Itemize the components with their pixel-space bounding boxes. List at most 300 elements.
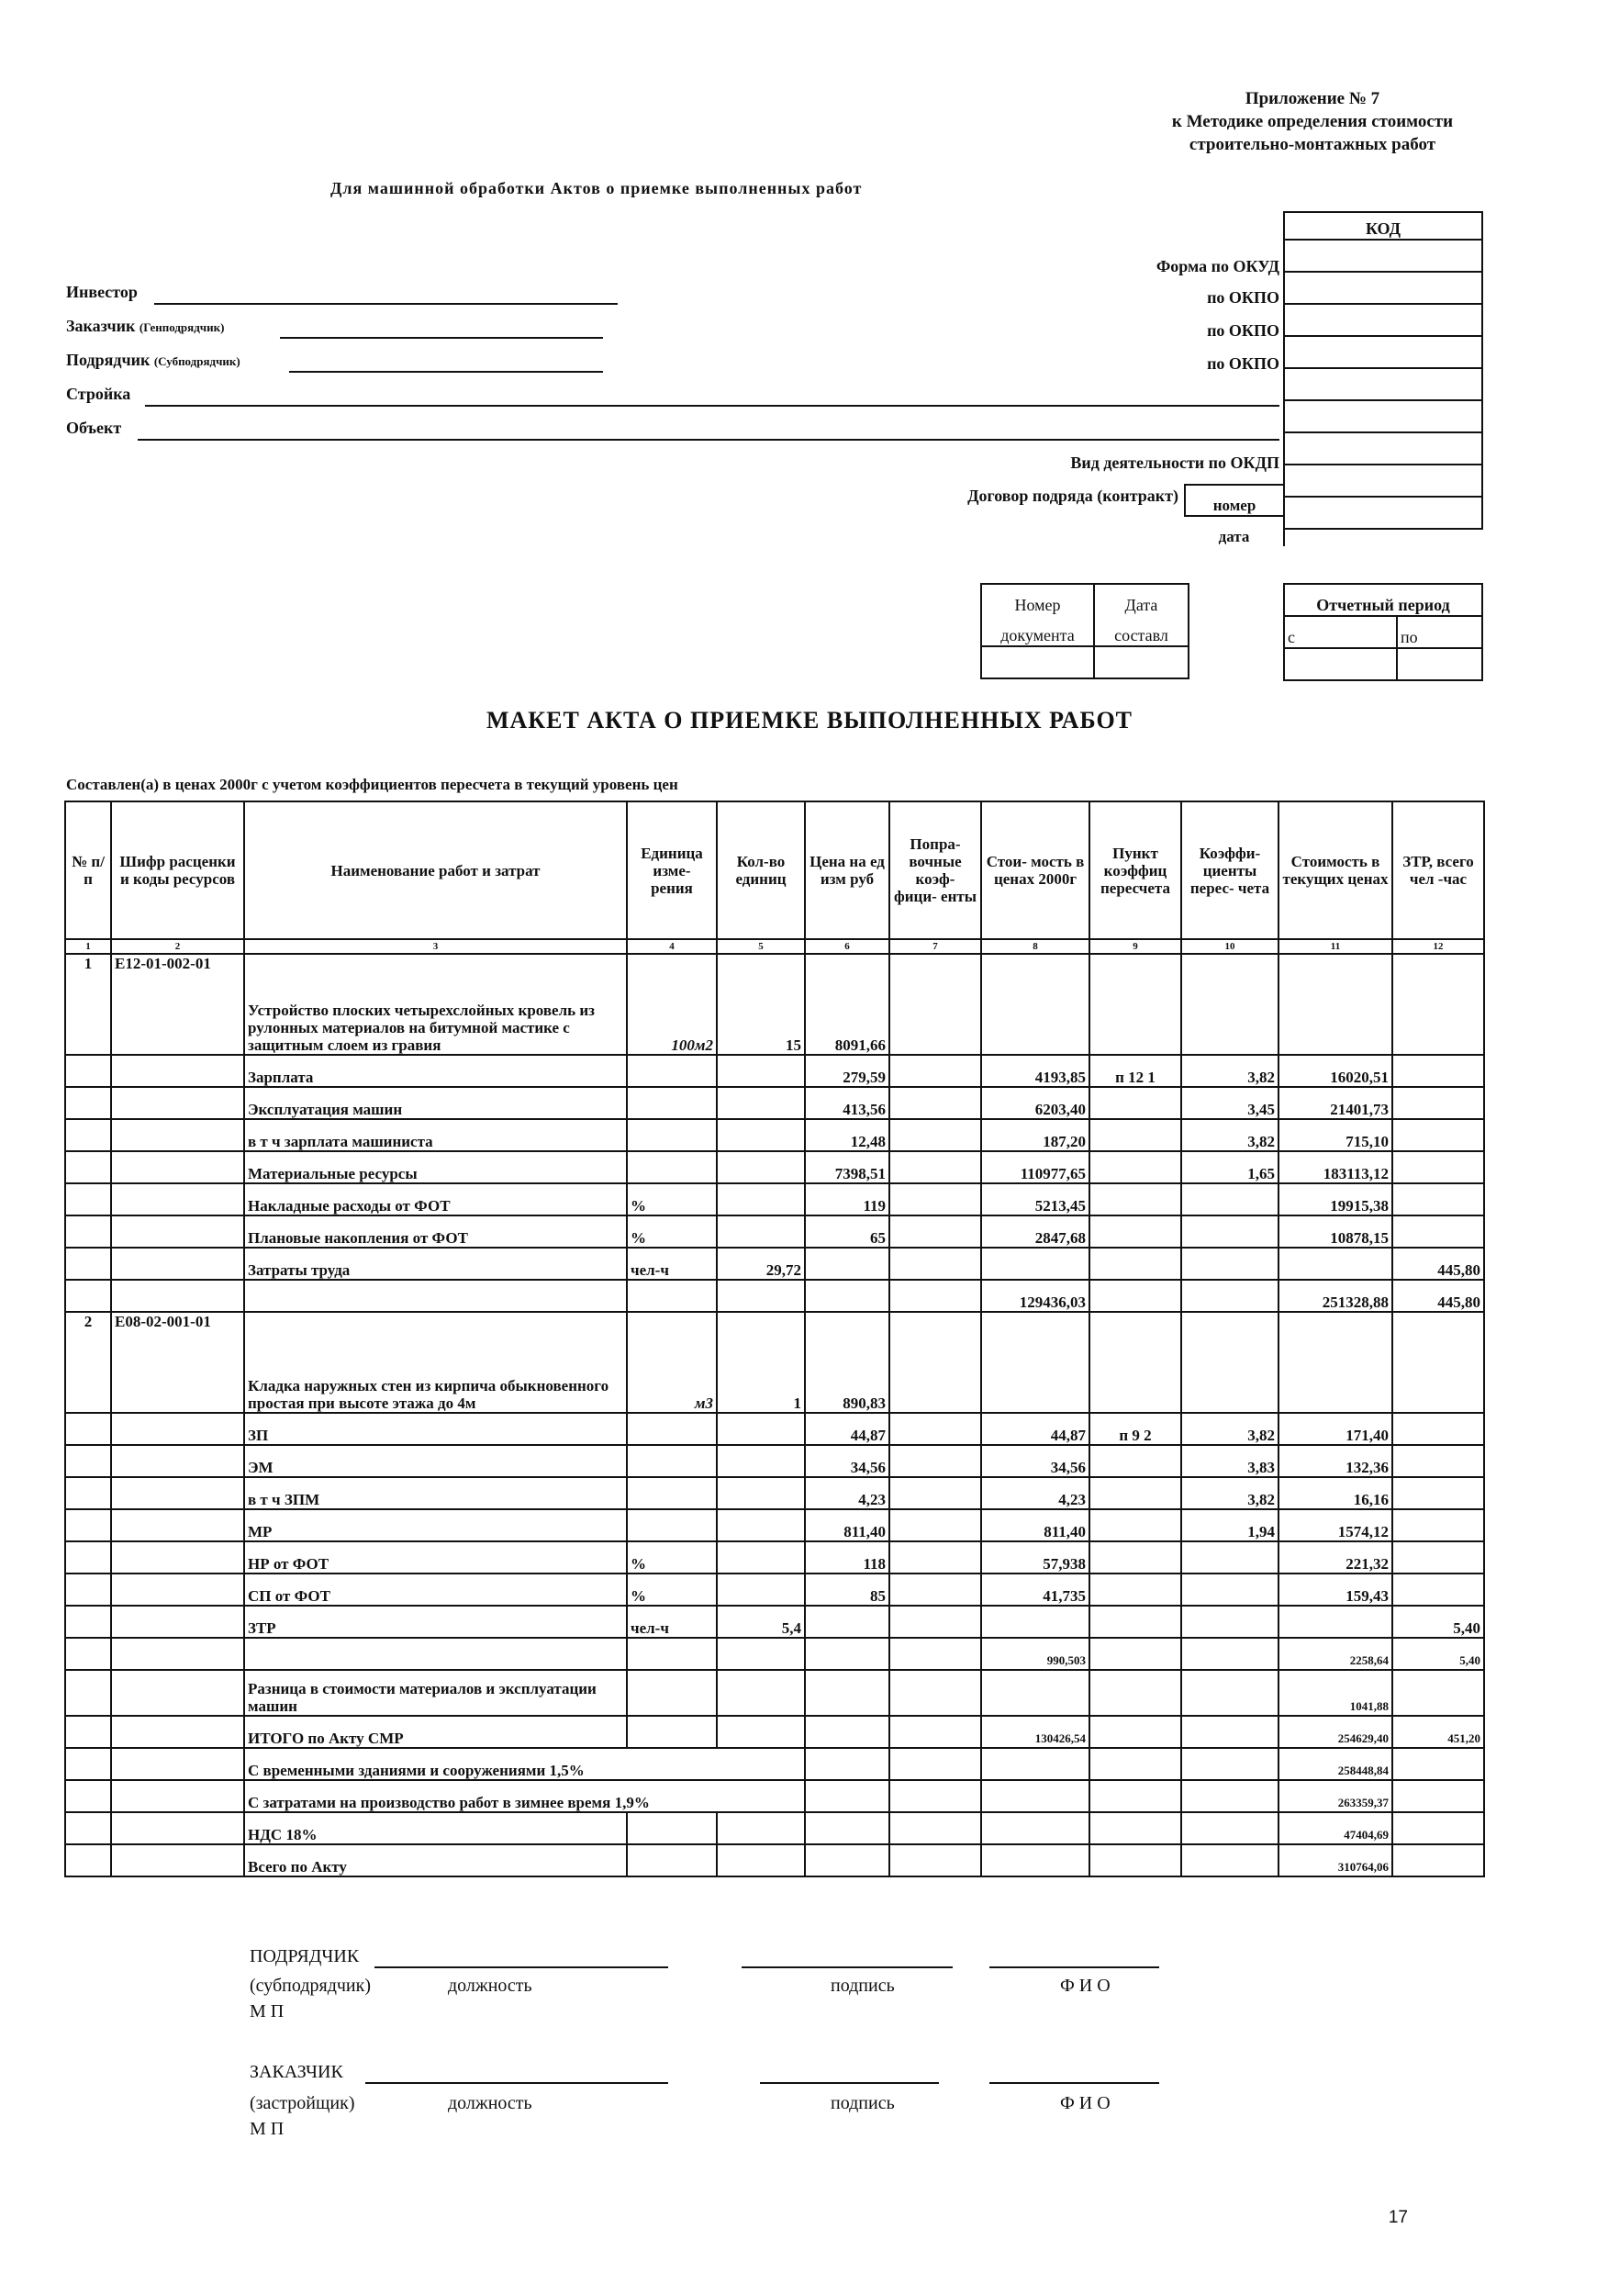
cell-code: [111, 1574, 244, 1606]
cell-code: [111, 1215, 244, 1248]
cell-n: [65, 1151, 111, 1183]
cell-cost2000: [981, 1812, 1089, 1844]
cell-ztr: [1392, 1670, 1484, 1716]
header-cell: Стои- мость в ценах 2000г: [981, 801, 1089, 939]
cell-n: [65, 1780, 111, 1812]
cell-unit: [627, 1509, 717, 1541]
table-row: [65, 1477, 1484, 1509]
cell-code: [111, 1638, 244, 1670]
okud-label: Форма по ОКУД: [1156, 257, 1279, 275]
cell-point: п 12 1: [1089, 1055, 1181, 1087]
table-row: [65, 1670, 1484, 1716]
cell-ztr: [1392, 1780, 1484, 1812]
investor-line[interactable]: [154, 303, 618, 305]
appendix-note: [1129, 87, 1496, 156]
cell-ztr: [1392, 1844, 1484, 1876]
cell-empty: [889, 1780, 981, 1812]
header-cell: Цена на ед изм руб: [805, 801, 889, 939]
cell-qty: 1: [717, 1312, 805, 1413]
cell-price: 7398,51: [805, 1151, 889, 1183]
cell-ztr: [1392, 1509, 1484, 1541]
cell-unit: чел-ч: [627, 1248, 717, 1280]
table-row: [65, 1638, 1484, 1670]
code-okpo1-cell[interactable]: [1284, 272, 1482, 304]
cell-qty: [717, 1445, 805, 1477]
cell-point: [1089, 1119, 1181, 1151]
cell-name: Материальные ресурсы: [244, 1151, 627, 1183]
cell-ztr: [1392, 1445, 1484, 1477]
cell-name: в т ч зарплата машиниста: [244, 1119, 627, 1151]
cell-code: [111, 1844, 244, 1876]
table-header-row: [65, 801, 1484, 939]
cell-cost2000: 110977,65: [981, 1151, 1089, 1183]
cell-qty: [717, 1413, 805, 1445]
cell-n: [65, 1087, 111, 1119]
cell-costnow: 159,43: [1278, 1574, 1392, 1606]
cell-name: С временными зданиями и сооружениями 1,5%: [244, 1748, 805, 1780]
cell-name: СП от ФОТ: [244, 1574, 627, 1606]
table-row: [65, 1844, 1484, 1876]
cell-n: [65, 1748, 111, 1780]
cell-point: п 9 2: [1089, 1413, 1181, 1445]
code-okpo3-cell[interactable]: [1284, 336, 1482, 368]
cell-corr: [889, 1477, 981, 1509]
cell-name: ЗТР: [244, 1606, 627, 1638]
cell-unit: %: [627, 1541, 717, 1574]
cell-price: 119: [805, 1183, 889, 1215]
code-okud-cell[interactable]: [1284, 240, 1482, 272]
cell-ztr: 445,80: [1392, 1280, 1484, 1312]
table-row: [65, 1606, 1484, 1638]
cell-empty: [1181, 1748, 1278, 1780]
cell-costnow: 10878,15: [1278, 1215, 1392, 1248]
construction-line[interactable]: [145, 405, 1279, 407]
cell-unit: %: [627, 1574, 717, 1606]
column-number-cell: 8: [981, 939, 1089, 954]
cell-unit: [627, 1055, 717, 1087]
customer-stamp-label: М П: [250, 2119, 285, 2139]
contractor-signature-label: ПОДРЯДЧИК: [250, 1946, 360, 1966]
period-to-label: по: [1397, 616, 1482, 648]
cell-corr: [889, 1716, 981, 1748]
cell-n: [65, 1638, 111, 1670]
cell-n: [65, 1477, 111, 1509]
contractor-sign-caption: подпись: [831, 1976, 895, 1996]
cell-ztr: [1392, 1812, 1484, 1844]
cell-n: [65, 1413, 111, 1445]
cell-coef: 3,82: [1181, 1477, 1278, 1509]
doc-date-value[interactable]: [1094, 646, 1189, 678]
table-row: [65, 1780, 1484, 1812]
cell-corr: [889, 1638, 981, 1670]
cell-cost2000: 811,40: [981, 1509, 1089, 1541]
object-line[interactable]: [138, 439, 1279, 441]
cell-name: ЗП: [244, 1413, 627, 1445]
header-cell: Попра- вочные коэф- фици- енты: [889, 801, 981, 939]
cell-unit: [627, 1844, 717, 1876]
cell-point: [1089, 1638, 1181, 1670]
cell-name: [244, 1280, 627, 1312]
cell-costnow: 221,32: [1278, 1541, 1392, 1574]
cell-n: [65, 1541, 111, 1574]
cell-corr: [889, 1606, 981, 1638]
cell-cost2000: 990,503: [981, 1638, 1089, 1670]
table-row: [65, 1445, 1484, 1477]
cell-empty: [805, 1748, 889, 1780]
customer-signature-line[interactable]: [760, 2082, 939, 2084]
cell-qty: [717, 1151, 805, 1183]
cell-code: [111, 1541, 244, 1574]
cell-price: [805, 1812, 889, 1844]
cell-coef: [1181, 1541, 1278, 1574]
cell-cost2000: 6203,40: [981, 1087, 1089, 1119]
cell-n: [65, 1183, 111, 1215]
cell-costnow: [1278, 954, 1392, 1055]
cell-ztr: [1392, 1477, 1484, 1509]
contractor-label: [66, 351, 240, 370]
cell-unit: [627, 1087, 717, 1119]
cell-code: [111, 1151, 244, 1183]
table-row: [65, 1280, 1484, 1312]
table-row: [65, 1215, 1484, 1248]
cell-code: [111, 1087, 244, 1119]
cell-costnow: 254629,40: [1278, 1716, 1392, 1748]
code-construction-cell[interactable]: [1284, 368, 1482, 400]
cell-n: [65, 1574, 111, 1606]
machine-processing-note: Для машинной обработки Актов о приемке выполненных работ: [330, 179, 863, 197]
investor-label: Инвестор: [66, 283, 138, 301]
cell-n: 2: [65, 1312, 111, 1413]
table-row: [65, 1119, 1484, 1151]
cell-name: [244, 1638, 627, 1670]
contractor-fio-line[interactable]: [989, 1966, 1159, 1968]
cell-cost2000: 34,56: [981, 1445, 1089, 1477]
cell-cost2000: 44,87: [981, 1413, 1089, 1445]
cell-coef: [1181, 1280, 1278, 1312]
cell-ztr: [1392, 1748, 1484, 1780]
contractor-stamp-label: М П: [250, 2001, 285, 2022]
price-basis-note: Составлен(а) в ценах 2000г с учетом коэффициентов пересчета в текущий уровень цен: [66, 776, 678, 793]
cell-code: [111, 1183, 244, 1215]
customer-position-label: должность: [448, 2093, 532, 2113]
cell-point: [1089, 1844, 1181, 1876]
code-contract-number-cell[interactable]: [1284, 465, 1482, 497]
contractor-note: (Субподрядчик): [153, 354, 240, 368]
cell-price: 811,40: [805, 1509, 889, 1541]
cell-costnow: 132,36: [1278, 1445, 1392, 1477]
cell-cost2000: 4193,85: [981, 1055, 1089, 1087]
cell-price: 65: [805, 1215, 889, 1248]
column-number-cell: 7: [889, 939, 981, 954]
cell-n: [65, 1606, 111, 1638]
cell-n: [65, 1670, 111, 1716]
cell-corr: [889, 1280, 981, 1312]
cell-name: Накладные расходы от ФОТ: [244, 1183, 627, 1215]
cell-point: [1089, 1248, 1181, 1280]
code-okpo2-cell[interactable]: [1284, 304, 1482, 336]
header-cell: Единица изме- рения: [627, 801, 717, 939]
cell-corr: [889, 954, 981, 1055]
cell-n: [65, 1280, 111, 1312]
cell-ztr: 451,20: [1392, 1716, 1484, 1748]
page-number: 17: [1388, 2208, 1408, 2227]
object-label: Объект: [66, 419, 122, 437]
cell-point: [1089, 1087, 1181, 1119]
cell-coef: 3,82: [1181, 1413, 1278, 1445]
cell-point: [1089, 1215, 1181, 1248]
cell-point: [1089, 1670, 1181, 1716]
table-row: [65, 1509, 1484, 1541]
cell-coef: [1181, 1312, 1278, 1413]
cell-code: [111, 1670, 244, 1716]
cell-n: [65, 1844, 111, 1876]
cell-qty: [717, 1716, 805, 1748]
cell-price: [805, 1280, 889, 1312]
cell-unit: [627, 1670, 717, 1716]
cell-code: [111, 1119, 244, 1151]
code-okdp-cell[interactable]: [1284, 432, 1482, 465]
cell-qty: [717, 1119, 805, 1151]
cell-point: [1089, 1477, 1181, 1509]
cell-name: Устройство плоских четырехслойных кровель из рулонных материалов на битумной мастике с защитным слоем из гравия: [244, 954, 627, 1055]
cell-qty: [717, 1477, 805, 1509]
cell-costnow: [1278, 1312, 1392, 1413]
cell-name: С затратами на производство работ в зимнее время 1,9%: [244, 1780, 805, 1812]
cell-cost2000: [981, 1844, 1089, 1876]
column-number-cell: 3: [244, 939, 627, 954]
cell-point: [1089, 1716, 1181, 1748]
cell-name: Кладка наружных стен из кирпича обыкновенного простая при высоте этажа до 4м: [244, 1312, 627, 1413]
cell-qty: [717, 1541, 805, 1574]
cell-name: Разница в стоимости материалов и эксплуатации машин: [244, 1670, 627, 1716]
cell-ztr: [1392, 1087, 1484, 1119]
cell-name: Плановые накопления от ФОТ: [244, 1215, 627, 1248]
column-number-cell: 2: [111, 939, 244, 954]
cell-ztr: [1392, 1215, 1484, 1248]
cell-qty: [717, 1844, 805, 1876]
code-object-cell[interactable]: [1284, 400, 1482, 432]
doc-number-header-2: документа: [981, 615, 1094, 646]
cell-costnow: 19915,38: [1278, 1183, 1392, 1215]
table-row: [65, 1541, 1484, 1574]
cell-ztr: [1392, 1413, 1484, 1445]
cell-qty: 29,72: [717, 1248, 805, 1280]
cell-qty: [717, 1215, 805, 1248]
cell-coef: 3,45: [1181, 1087, 1278, 1119]
cell-coef: [1181, 1812, 1278, 1844]
cell-unit: [627, 1638, 717, 1670]
cell-point: [1089, 1509, 1181, 1541]
cell-costnow: 251328,88: [1278, 1280, 1392, 1312]
cell-point: [1089, 1541, 1181, 1574]
cell-price: 890,83: [805, 1312, 889, 1413]
cell-coef: 3,82: [1181, 1119, 1278, 1151]
codes-box: [1283, 211, 1483, 530]
page-title: МАКЕТ АКТА О ПРИЕМКЕ ВЫПОЛНЕННЫХ РАБОТ: [486, 707, 1133, 734]
acceptance-act-table: [64, 801, 1485, 1877]
cell-ztr: [1392, 1541, 1484, 1574]
cell-ztr: [1392, 954, 1484, 1055]
customer-position-line[interactable]: [365, 2082, 668, 2084]
table-row: [65, 1248, 1484, 1280]
cell-code: [111, 1606, 244, 1638]
column-number-cell: 9: [1089, 939, 1181, 954]
period-to-value[interactable]: [1397, 648, 1482, 680]
cell-price: 44,87: [805, 1413, 889, 1445]
cell-n: [65, 1812, 111, 1844]
cell-costnow: 171,40: [1278, 1413, 1392, 1445]
code-contract-date-cell[interactable]: [1284, 497, 1482, 529]
cell-price: [805, 1248, 889, 1280]
cell-name: Зарплата: [244, 1055, 627, 1087]
cell-unit: %: [627, 1215, 717, 1248]
customer-signature-label: ЗАКАЗЧИК: [250, 2062, 343, 2082]
cell-price: 118: [805, 1541, 889, 1574]
cell-price: [805, 1844, 889, 1876]
cell-cost2000: 130426,54: [981, 1716, 1089, 1748]
document-box: [980, 583, 1189, 679]
cell-coef: [1181, 1606, 1278, 1638]
cell-corr: [889, 1812, 981, 1844]
cell-coef: [1181, 1716, 1278, 1748]
cell-cost2000: 41,735: [981, 1574, 1089, 1606]
header-cell: Шифр расценки и коды ресурсов: [111, 801, 244, 939]
cell-costnow: 16,16: [1278, 1477, 1392, 1509]
cell-n: [65, 1509, 111, 1541]
cell-costnow: 2258,64: [1278, 1638, 1392, 1670]
cell-coef: [1181, 1248, 1278, 1280]
cell-costnow: 1574,12: [1278, 1509, 1392, 1541]
contractor-label-text: Подрядчик: [66, 351, 151, 369]
okpo-label-2: по ОКПО: [1207, 321, 1279, 340]
table-row: [65, 1812, 1484, 1844]
cell-corr: [889, 1119, 981, 1151]
header-cell: Наименование работ и затрат: [244, 801, 627, 939]
cell-name: Затраты труда: [244, 1248, 627, 1280]
cell-qty: 5,4: [717, 1606, 805, 1638]
cell-code: [111, 1477, 244, 1509]
period-title: Отчетный период: [1284, 584, 1482, 616]
column-number-cell: 4: [627, 939, 717, 954]
table-row: [65, 1312, 1484, 1413]
cell-costnow: [1278, 1248, 1392, 1280]
cell-costnow: 715,10: [1278, 1119, 1392, 1151]
column-number-cell: 1: [65, 939, 111, 954]
cell-costnow: 47404,69: [1278, 1812, 1392, 1844]
cell-qty: [717, 1087, 805, 1119]
table-row: [65, 1151, 1484, 1183]
cell-qty: [717, 1183, 805, 1215]
cell-name: НР от ФОТ: [244, 1541, 627, 1574]
cell-qty: 15: [717, 954, 805, 1055]
cell-coef: 1,94: [1181, 1509, 1278, 1541]
contractor-position-line[interactable]: [374, 1966, 668, 1968]
cell-cost2000: 4,23: [981, 1477, 1089, 1509]
contractor-line[interactable]: [289, 371, 603, 373]
column-number-cell: 6: [805, 939, 889, 954]
cell-corr: [889, 1312, 981, 1413]
cell-n: [65, 1248, 111, 1280]
cell-ztr: [1392, 1574, 1484, 1606]
column-number-cell: 11: [1278, 939, 1392, 954]
okdp-label: Вид деятельности по ОКДП: [1070, 454, 1279, 472]
cell-costnow: 310764,06: [1278, 1844, 1392, 1876]
cell-costnow: [1278, 1606, 1392, 1638]
cell-costnow: 16020,51: [1278, 1055, 1392, 1087]
customer-line[interactable]: [280, 337, 603, 339]
doc-number-header-1: Номер: [981, 584, 1094, 615]
period-box: [1283, 583, 1483, 681]
cell-corr: [889, 1670, 981, 1716]
period-from-value[interactable]: [1284, 648, 1397, 680]
cell-name: в т ч ЗПМ: [244, 1477, 627, 1509]
table-row: [65, 1055, 1484, 1087]
doc-number-value[interactable]: [981, 646, 1094, 678]
cell-unit: [627, 1477, 717, 1509]
table-row: [65, 1413, 1484, 1445]
table-row: [65, 954, 1484, 1055]
cell-code: [111, 1748, 244, 1780]
contract-label: Договор подряда (контракт): [967, 487, 1178, 505]
doc-date-header-1: Дата: [1094, 584, 1189, 615]
cell-name: МР: [244, 1509, 627, 1541]
header-cell: ЗТР, всего чел -час: [1392, 801, 1484, 939]
cell-point: [1089, 1812, 1181, 1844]
cell-corr: [889, 1574, 981, 1606]
cell-n: [65, 1119, 111, 1151]
doc-date-header-2: составл: [1094, 615, 1189, 646]
column-number-row: [65, 939, 1484, 954]
customer-fio-label: Ф И О: [1060, 2093, 1111, 2113]
cell-costnow: 21401,73: [1278, 1087, 1392, 1119]
cell-cost2000: [981, 1312, 1089, 1413]
cell-ztr: [1392, 1151, 1484, 1183]
column-number-cell: 10: [1181, 939, 1278, 954]
cell-empty: [1089, 1748, 1181, 1780]
cell-price: 4,23: [805, 1477, 889, 1509]
cell-cost2000: [981, 1670, 1089, 1716]
okpo-label-1: по ОКПО: [1207, 288, 1279, 307]
cell-coef: [1181, 1638, 1278, 1670]
cell-ztr: [1392, 1312, 1484, 1413]
cell-coef: [1181, 1183, 1278, 1215]
cell-code: [111, 1509, 244, 1541]
cell-code: [111, 1445, 244, 1477]
cell-price: 279,59: [805, 1055, 889, 1087]
cell-price: 12,48: [805, 1119, 889, 1151]
customer-note: (Генподрядчик): [139, 320, 225, 334]
cell-name: НДС 18%: [244, 1812, 627, 1844]
cell-coef: [1181, 1574, 1278, 1606]
cell-name: Эксплуатация машин: [244, 1087, 627, 1119]
cell-empty: [1089, 1780, 1181, 1812]
cell-costnow: 263359,37: [1278, 1780, 1392, 1812]
cell-corr: [889, 1248, 981, 1280]
cell-ztr: 445,80: [1392, 1248, 1484, 1280]
cell-unit: [627, 1716, 717, 1748]
cell-corr: [889, 1844, 981, 1876]
customer-fio-line[interactable]: [989, 2082, 1159, 2084]
cell-point: [1089, 1151, 1181, 1183]
period-from-label: с: [1284, 616, 1397, 648]
cell-corr: [889, 1413, 981, 1445]
contractor-signature-line[interactable]: [742, 1966, 953, 1968]
cell-qty: [717, 1812, 805, 1844]
table-row: [65, 1183, 1484, 1215]
cell-coef: 1,65: [1181, 1151, 1278, 1183]
cell-qty: [717, 1670, 805, 1716]
cell-code: [111, 1055, 244, 1087]
